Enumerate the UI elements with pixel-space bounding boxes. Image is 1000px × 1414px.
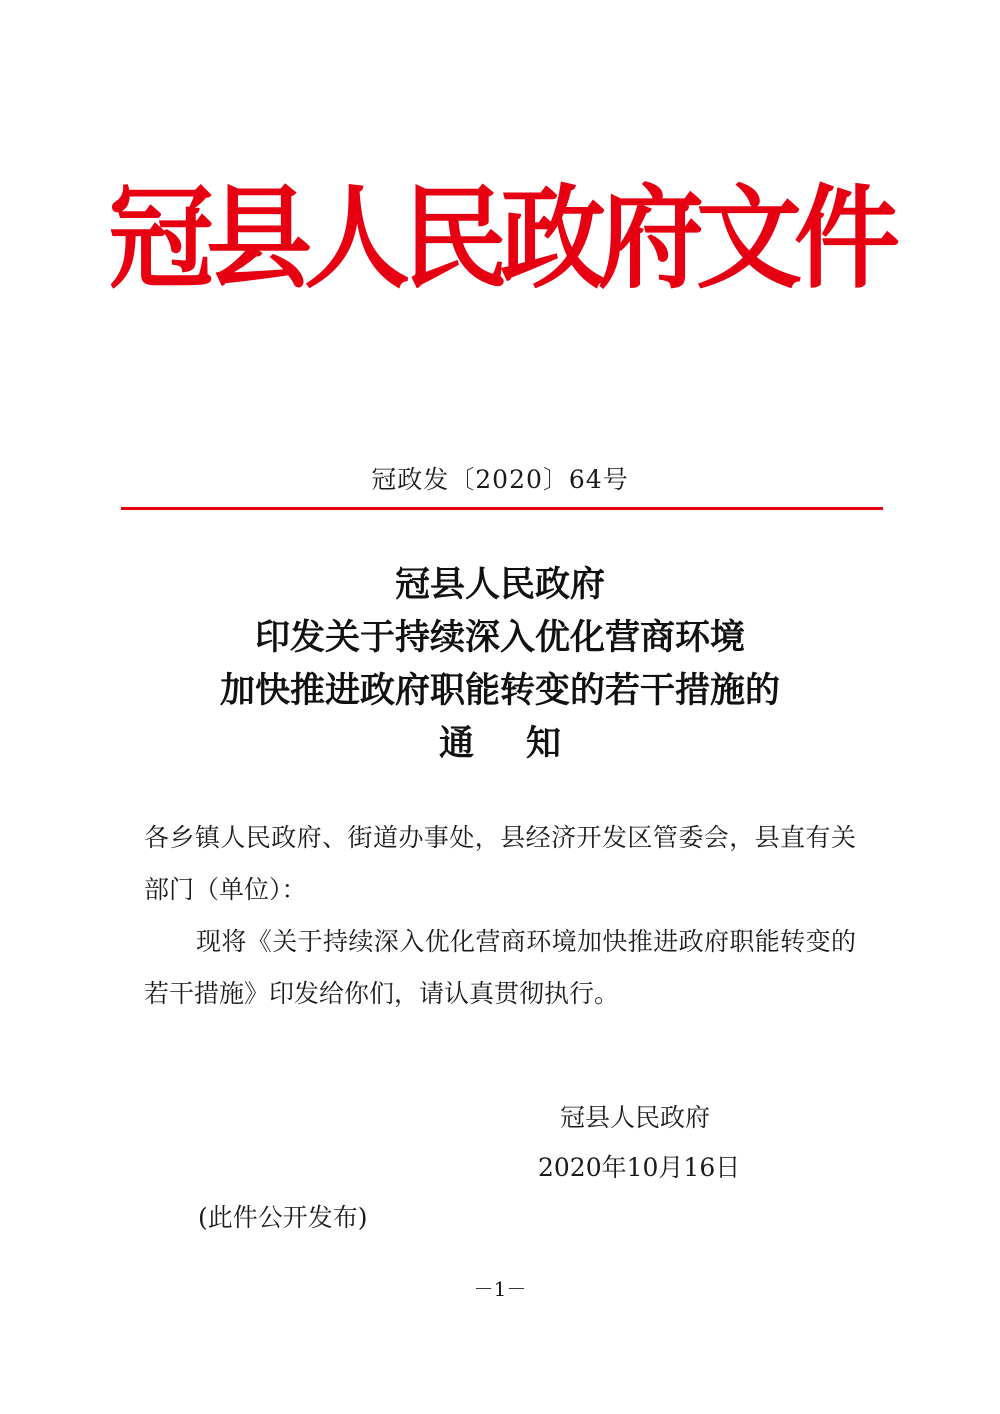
document-title	[0, 558, 1000, 770]
issuer-signature: 冠县人民政府	[560, 1103, 711, 1132]
document-number: 冠政发〔2020〕64号	[371, 465, 629, 494]
title-line-2: 印发关于持续深入优化营商环境	[254, 617, 745, 658]
title-line-1: 冠县人民政府	[394, 564, 605, 605]
public-release-note: (此件公开发布)	[198, 1203, 368, 1232]
issue-date: 2020年10月16日	[538, 1153, 741, 1182]
title-line-4: 通知	[438, 723, 613, 764]
salutation: 各乡镇人民政府、街道办事处，县经济开发区管委会，县直有关部门（单位）：	[144, 823, 856, 904]
red-divider-rule	[121, 507, 883, 510]
body-paragraph: 现将《关于持续深入优化营商环境加快推进政府职能转变的若干措施》印发给你们，请认真贯彻执行。	[144, 927, 856, 1008]
masthead-title: 冠县人民政府文件	[108, 171, 892, 304]
page-number: －1－	[473, 1277, 527, 1301]
title-line-3: 加快推进政府职能转变的若干措施的	[219, 670, 780, 711]
